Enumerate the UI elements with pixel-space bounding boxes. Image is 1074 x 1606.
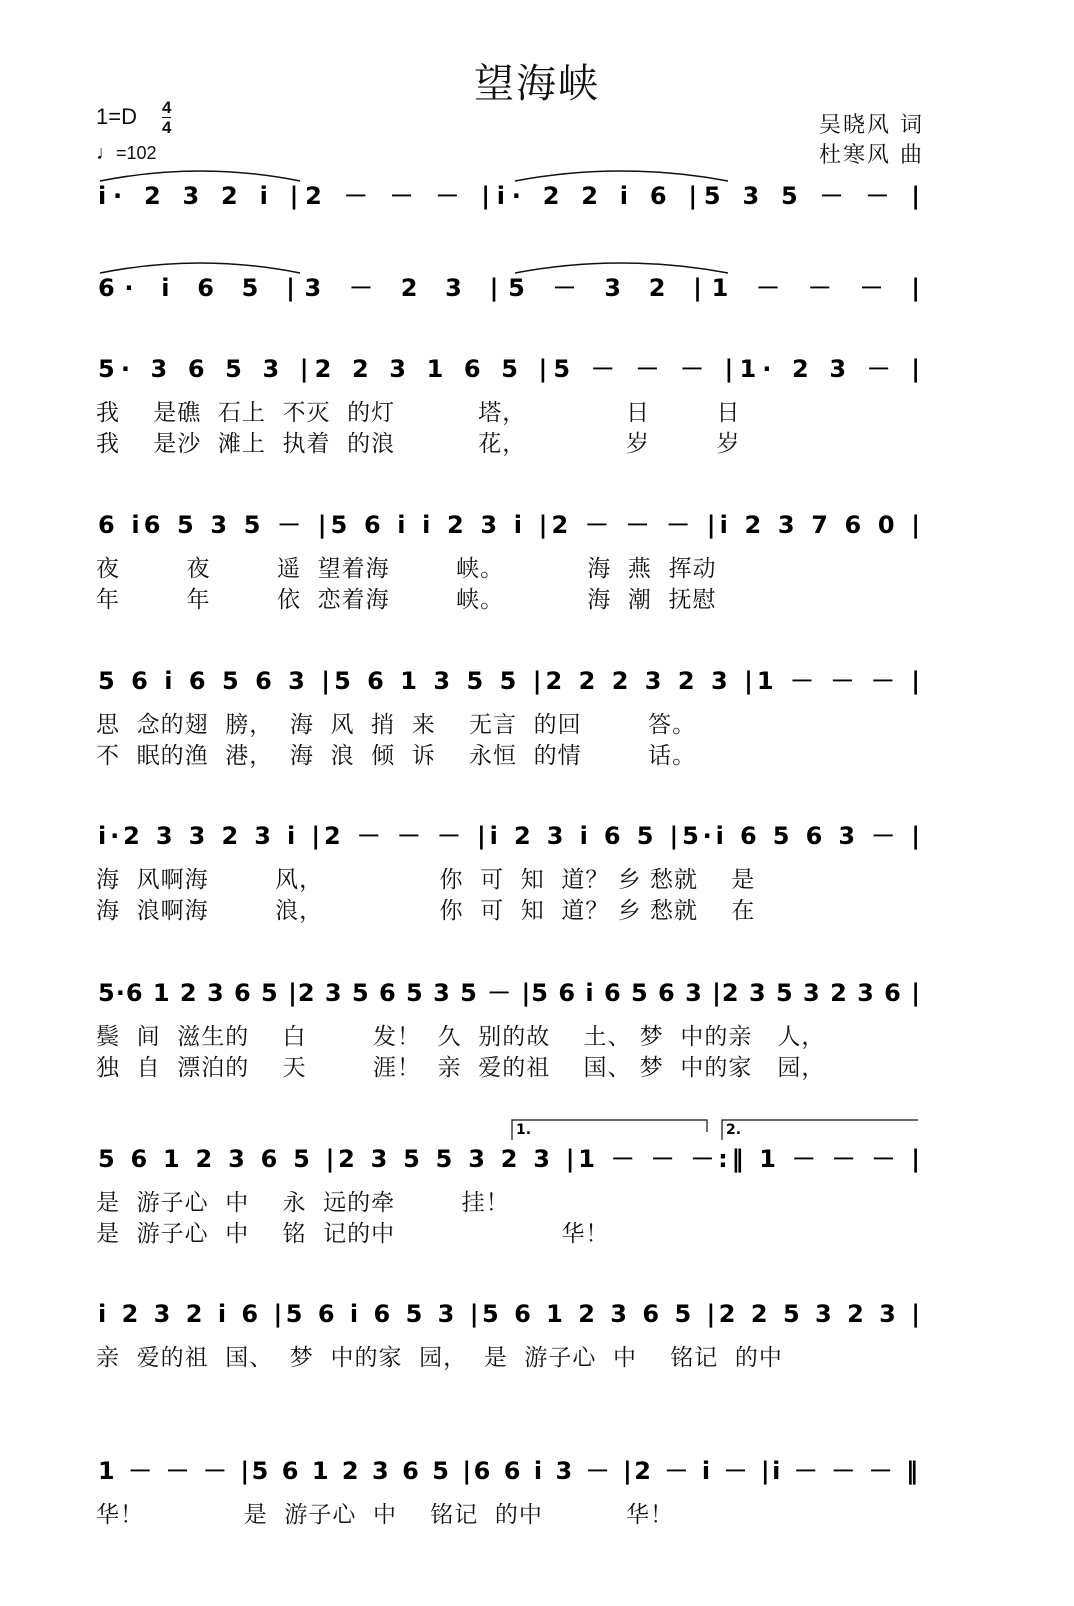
slur-mark xyxy=(515,263,728,273)
key-signature: 1=D xyxy=(96,104,137,129)
notation-row-4: 6 i6 5 3 5 － |5 6 i i 2 3 i |2 － － － |i 2 3 7 6 0 | xyxy=(98,511,921,539)
meter-top: 4 xyxy=(162,98,172,117)
lyric-line: 海 浪啊海 浪， 你 可 知 道？ 乡 愁就 在 xyxy=(96,898,756,924)
lyric-line: 夜 夜 遥 望着海 峡。 海 燕 挥动 xyxy=(96,556,717,582)
lyric-line: 思 念的翅 膀， 海 风 捎 来 无言 的回 答。 xyxy=(96,712,697,738)
notation-row-3: 5· 3 6 5 3 |2 2 3 1 6 5 |5 － － － |1· 2 3 － | xyxy=(98,355,921,383)
lyric-line: 年 年 依 恋着海 峡。 海 潮 抚慰 xyxy=(96,587,717,613)
lyric-line: 我 是沙 滩上 执着 的浪 花， 岁 岁 xyxy=(96,431,741,457)
volta-label: 2. xyxy=(726,1122,742,1138)
notation-row-6: i·2 3 3 2 3 i |2 － － － |i 2 3 i 6 5 |5·i 6 5 6 3 － | xyxy=(98,822,920,850)
notation-row-10: 1 － － － |5 6 1 2 3 6 5 |6 6 i 3 － |2 － i － |i － － － ‖ xyxy=(98,1457,918,1485)
tempo-value: =102 xyxy=(116,143,157,163)
lyric-line: 鬓 间 滋生的 白 发！ 久 别的故 土、 梦 中的亲 人， xyxy=(96,1024,826,1050)
slur-mark xyxy=(100,171,300,181)
lyric-line: 是 游子心 中 永 远的牵 挂！ xyxy=(96,1190,510,1216)
lyric-line: 华！ 是 游子心 中 铭记 的中 华！ xyxy=(96,1502,674,1528)
notation-row-7: 5·6 1 2 3 6 5 |2 3 5 6 5 3 5 － |5 6 i 6 5 6 3 |2 3 5 3 2 3 6 | xyxy=(98,979,921,1007)
lyric-line: 是 游子心 中 铭 记的中 华！ xyxy=(96,1221,610,1247)
meter-bottom: 4 xyxy=(162,118,172,137)
volta-bracket xyxy=(722,1120,918,1140)
volta-bracket xyxy=(512,1120,707,1140)
lyric-line: 海 风啊海 风， 你 可 知 道？ 乡 愁就 是 xyxy=(96,867,756,893)
lyric-line: 我 是礁 石上 不灭 的灯 塔， 日 日 xyxy=(96,400,741,426)
slur-mark xyxy=(515,171,728,181)
lyric-line: 不 眠的渔 港， 海 浪 倾 诉 永恒 的情 话。 xyxy=(96,743,697,769)
lyricist-credit: 吴晓风 词 xyxy=(819,113,924,138)
notation-row-9: i 2 3 2 i 6 |5 6 i 6 5 3 |5 6 1 2 3 6 5 |2 2 5 3 2 3 | xyxy=(98,1300,921,1328)
song-title: 望海峡 xyxy=(474,61,600,107)
notation-row-5: 5 6 i 6 5 6 3 |5 6 1 3 5 5 |2 2 2 3 2 3 |1 － － － | xyxy=(98,667,920,695)
volta-label: 1. xyxy=(516,1122,532,1138)
composer-credit: 杜寒风 曲 xyxy=(819,143,924,168)
lyric-line: 亲 爱的祖 国、 梦 中的家 园， 是 游子心 中 铭记 的中 xyxy=(96,1345,783,1371)
quarter-note-icon: ♩ xyxy=(96,142,116,164)
notation-row-8: 5 6 1 2 3 6 5 |2 3 5 5 3 2 3 |1 － － －:‖ 1 － － － | xyxy=(98,1145,920,1173)
slur-mark xyxy=(100,263,300,273)
lyric-line: 独 自 漂泊的 天 涯！ 亲 爱的祖 国、 梦 中的家 园， xyxy=(96,1055,826,1081)
notation-row-2: 6· i 6 5 |3 － 2 3 |5 － 3 2 |1 － － － | xyxy=(98,274,920,302)
notation-row-1: i· 2 3 2 i |2 － － － |i· 2 2 i 6 |5 3 5 － － | xyxy=(98,182,920,210)
